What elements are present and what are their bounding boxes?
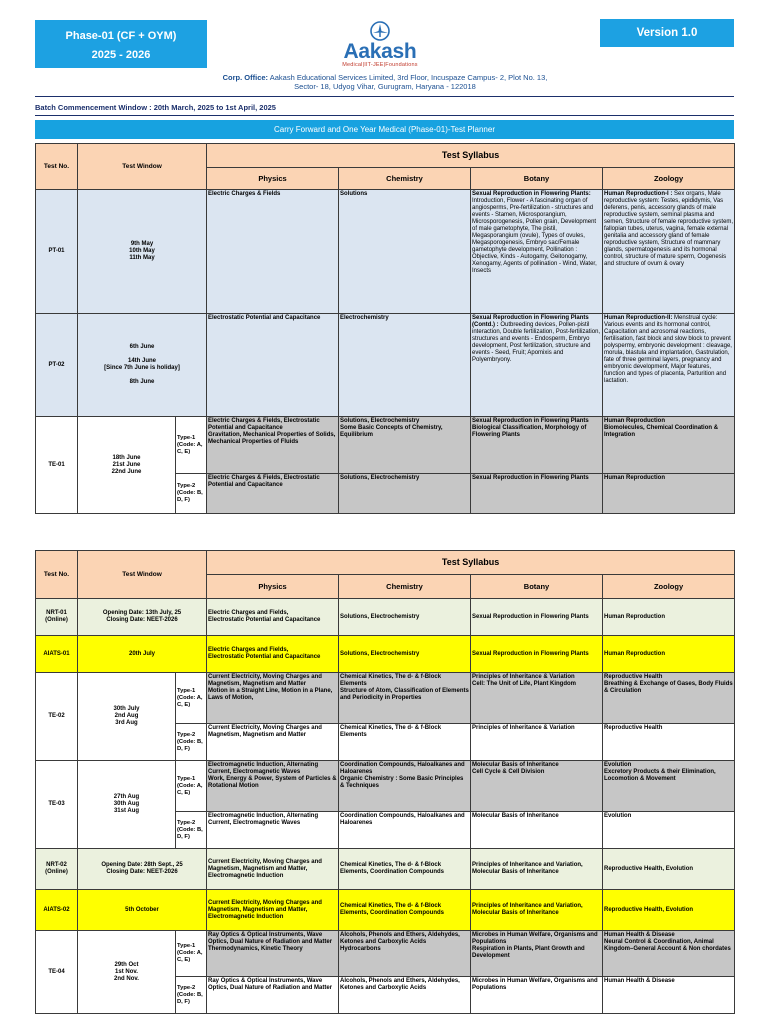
botany-syllabus: Sexual Reproduction in Flowering Plants (Contd.) : Outbreeding devices, Pollen-pistil interaction, Double fertilization, Post-fertilization, structures and events - Endosperm, Embryo development, Post fertilization, structure and events - Seed, Fruit; Apomixis and Polyembryony. (471, 314, 603, 417)
planner-table-2 (35, 550, 735, 1014)
type-2-label: Type-2 (Code: B, D, F) (176, 812, 207, 849)
chemistry-syllabus: Solutions, Electrochemistry (339, 636, 471, 673)
chemistry-syllabus: Chemical Kinetics, The d- & f-Block Elements (339, 724, 471, 761)
type-1-label: Type-1 (Code: A, C, E) (176, 931, 207, 977)
table-row (36, 190, 735, 314)
botany-syllabus: Principles of Inheritance & Variation (471, 724, 603, 761)
test-no: AIATS-01 (36, 636, 78, 673)
planner-banner: Carry Forward and One Year Medical (Phase-01)-Test Planner (35, 120, 734, 139)
botany-syllabus: Microbes in Human Welfare, Organisms and Populations (471, 977, 603, 1014)
chemistry-syllabus: Solutions, Electrochemistry (339, 474, 471, 514)
phase-year: 2025 - 2026 (91, 49, 151, 61)
test-window: Opening Date: 13th July, 25 Closing Date: NEET-2026 (78, 599, 207, 636)
physics-syllabus: Electromagnetic Induction, Alternating Current, Electromagnetic Waves Work, Energy & Power, System of Particles & Rotational Motion (207, 761, 339, 812)
test-no: AIATS-02 (36, 890, 78, 931)
header-chemistry: Chemistry (339, 168, 471, 190)
physics-syllabus: Ray Optics & Optical Instruments, Wave Optics, Dual Nature of Radiation and Matter (207, 977, 339, 1014)
zoology-syllabus: Human Reproduction (603, 599, 735, 636)
zoology-syllabus: Evolution Excretory Products & their Elimination, Locomotion & Movement (603, 761, 735, 812)
zoology-syllabus: Human Reproduction-II: Menstrual cycle: Various events and its hormonal control, Capacitation and acrosomal reactions, fertilisation, fast block and slow block to prevent polyspermy, embryonic development : cleavage, morula, blastula and implantation, Gastrulation, fate of three germinal layers, pregnancy and embryonic development, Major features, function and types of placenta, Parturition and lactation. (603, 314, 735, 417)
test-no: TE-04 (36, 931, 78, 1014)
zoology-syllabus: Human Reproduction (603, 636, 735, 673)
version-badge: Version 1.0 (600, 19, 734, 47)
type-1-label: Type-1 (Code: A, C, E) (176, 673, 207, 724)
botany-syllabus: Principles of Inheritance and Variation, Molecular Basis of Inheritance (471, 890, 603, 931)
test-no: NRT-02 (Online) (36, 849, 78, 890)
physics-syllabus: Current Electricity, Moving Charges and Magnetism, Magnetism and Matter, Electromagnetic Induction (207, 849, 339, 890)
test-window: 5th October (78, 890, 207, 931)
zoology-syllabus: Evolution (603, 812, 735, 849)
header-chemistry: Chemistry (339, 575, 471, 599)
chemistry-syllabus: Chemical Kinetics, The d- & f-Block Elements, Coordination Compounds (339, 849, 471, 890)
phase-box (35, 20, 207, 68)
botany-syllabus: Molecular Basis of Inheritance (471, 812, 603, 849)
header-botany: Botany (471, 575, 603, 599)
type-1-label: Type-1 (Code: A, C, E) (176, 417, 207, 474)
test-window: 27th Aug 30th Aug 31st Aug (78, 761, 176, 849)
test-window: 18th June 21st June 22nd June (78, 417, 176, 514)
botany-syllabus: Sexual Reproduction in Flowering Plants (471, 599, 603, 636)
physics-syllabus: Electric Charges and Fields, Electrostatic Potential and Capacitance (207, 599, 339, 636)
chemistry-syllabus: Alcohols, Phenols and Ethers, Aldehydes, Ketones and Carboxylic Acids Hydrocarbons (339, 931, 471, 977)
header-test-syllabus: Test Syllabus (207, 144, 735, 168)
zoology-syllabus: Human Reproduction (603, 474, 735, 514)
physics-syllabus: Current Electricity, Moving Charges and Magnetism, Magnetism and Matter Motion in a Straight Line, Motion in a Plane, Laws of Motion, (207, 673, 339, 724)
chemistry-syllabus: Alcohols, Phenols and Ethers, Aldehydes, Ketones and Carboxylic Acids (339, 977, 471, 1014)
corp-office-address (160, 73, 610, 91)
botany-syllabus: Principles of Inheritance and Variation, Molecular Basis of Inheritance (471, 849, 603, 890)
planner-table-1 (35, 143, 735, 514)
zoology-syllabus: Reproductive Health, Evolution (603, 849, 735, 890)
header-divider (35, 96, 734, 97)
test-no: TE-03 (36, 761, 78, 849)
botany-syllabus: Sexual Reproduction in Flowering Plants (471, 474, 603, 514)
physics-syllabus: Current Electricity, Moving Charges and Magnetism, Magnetism and Matter (207, 724, 339, 761)
chemistry-syllabus: Coordination Compounds, Haloalkanes and Haloarenes (339, 812, 471, 849)
test-no: NRT-01 (Online) (36, 599, 78, 636)
header-test-no: Test No. (36, 144, 78, 190)
aakash-logo (330, 20, 430, 70)
table-row (36, 599, 735, 636)
office-line-1: Aakash Educational Services Limited, 3rd Floor, Incuspaze Campus- 2, Plot No. 13, (269, 73, 548, 82)
botany-syllabus: Principles of Inheritance & Variation Cell: The Unit of Life, Plant Kingdom (471, 673, 603, 724)
test-window: Opening Date: 28th Sept., 25 Closing Date: NEET-2026 (78, 849, 207, 890)
header-physics: Physics (207, 168, 339, 190)
logo-name: Aakash (343, 40, 417, 63)
botany-syllabus: Molecular Basis of Inheritance Cell Cycle & Cell Division (471, 761, 603, 812)
chemistry-syllabus: Chemical Kinetics, The d- & f-Block Elements Structure of Atom, Classification of Elements and Periodicity in Properties (339, 673, 471, 724)
header-botany: Botany (471, 168, 603, 190)
type-2-label: Type-2 (Code: B, D, F) (176, 474, 207, 514)
zoology-syllabus: Human Reproduction Biomolecules, Chemical Coordination & Integration (603, 417, 735, 474)
test-window: 6th June 14th June [Since 7th June is holiday] 8th June (78, 314, 207, 417)
table-row (36, 931, 735, 977)
chemistry-syllabus: Chemical Kinetics, The d- & f-Block Elements, Coordination Compounds (339, 890, 471, 931)
physics-syllabus: Electric Charges & Fields, Electrostatic Potential and Capacitance Gravitation, Mechanical Properties of Solids, Mechanical Properties of Fluids (207, 417, 339, 474)
aakash-logo-icon (369, 20, 391, 42)
test-window: 29th Oct 1st Nov. 2nd Nov. (78, 931, 176, 1014)
table-row (36, 849, 735, 890)
chemistry-syllabus: Solutions (339, 190, 471, 314)
physics-syllabus: Ray Optics & Optical Instruments, Wave Optics, Dual Nature of Radiation and Matter Thermodynamics, Kinetic Theory (207, 931, 339, 977)
test-window: 20th July (78, 636, 207, 673)
phase-title: Phase-01 (CF + OYM) (65, 30, 177, 42)
physics-syllabus: Electric Charges & Fields, Electrostatic Potential and Capacitance (207, 474, 339, 514)
botany-syllabus: Sexual Reproduction in Flowering Plants Biological Classification, Morphology of Flowering Plants (471, 417, 603, 474)
batch-divider (35, 115, 734, 116)
type-2-label: Type-2 (Code: B, D, F) (176, 977, 207, 1014)
physics-syllabus: Current Electricity, Moving Charges and Magnetism, Magnetism and Matter, Electromagnetic Induction (207, 890, 339, 931)
zoology-syllabus: Reproductive Health Breathing & Exchange of Gases, Body Fluids & Circulation (603, 673, 735, 724)
test-no: PT-02 (36, 314, 78, 417)
header-zoology: Zoology (603, 168, 735, 190)
batch-window: Batch Commencement Window : 20th March, 2025 to 1st April, 2025 (35, 103, 276, 112)
header-test-window: Test Window (78, 144, 207, 190)
header-zoology: Zoology (603, 575, 735, 599)
header-test-window: Test Window (78, 551, 207, 599)
chemistry-syllabus: Coordination Compounds, Haloalkanes and Haloarenes Organic Chemistry : Some Basic Principles & Techniques (339, 761, 471, 812)
header-physics: Physics (207, 575, 339, 599)
header-test-syllabus: Test Syllabus (207, 551, 735, 575)
test-window: 30th July 2nd Aug 3rd Aug (78, 673, 176, 761)
botany-syllabus: Sexual Reproduction in Flowering Plants (471, 636, 603, 673)
zoology-syllabus: Human Health & Disease Neural Control & Coordination, Animal Kingdom–General Account & Non chordates (603, 931, 735, 977)
botany-syllabus: Microbes in Human Welfare, Organisms and Populations Respiration in Plants, Plant Growth and Development (471, 931, 603, 977)
type-1-label: Type-1 (Code: A, C, E) (176, 761, 207, 812)
test-window: 9th May 10th May 11th May (78, 190, 207, 314)
physics-syllabus: Electrostatic Potential and Capacitance (207, 314, 339, 417)
test-no: TE-01 (36, 417, 78, 514)
chemistry-syllabus: Electrochemistry (339, 314, 471, 417)
zoology-syllabus: Reproductive Health, Evolution (603, 890, 735, 931)
botany-syllabus: Sexual Reproduction in Flowering Plants: Introduction, Flower - A fascinating organ of angiosperms, Pre-fertilization - structures and events - Stamen, Microsporangium, Microsporogenesis, Pollen grain, Development of male gametophyte, The pistil, Megasporangium (ovule), Types of ovules, Megasporogenesis, Embryo sac/Female gametophyte development, Pollination : Objective, Kinds - Autogamy, Geitonogamy, Xenogamy, Agents of pollination - Wind, Water, Insects (471, 190, 603, 314)
test-no: PT-01 (36, 190, 78, 314)
zoology-syllabus: Human Reproduction-I : Sex organs, Male reproductive system: Testes, epididymis, Vas deferens, penis, accessory glands of male reproductive system, seminal plasma and semen, Structure of female reproductive system, fallopian tubes, uterus, vagina, female external genitalia and accessory gland of female reproductive system, Structure of mammary glands, spermatogenesis and its hormonal control, structure of mature sperm, Oogenesis and structure of ovum & ovary (603, 190, 735, 314)
office-line-2: Sector- 18, Udyog Vihar, Gurugram, Haryana - 122018 (294, 82, 476, 91)
chemistry-syllabus: Solutions, Electrochemistry (339, 599, 471, 636)
test-no: TE-02 (36, 673, 78, 761)
chemistry-syllabus: Solutions, Electrochemistry Some Basic Concepts of Chemistry, Equilibrium (339, 417, 471, 474)
physics-syllabus: Electromagnetic Induction, Alternating Current, Electromagnetic Waves (207, 812, 339, 849)
physics-syllabus: Electric Charges & Fields (207, 190, 339, 314)
table-row (36, 636, 735, 673)
logo-tagline: Medical|IIT-JEE|Foundations (342, 62, 418, 68)
zoology-syllabus: Reproductive Health (603, 724, 735, 761)
table-row (36, 417, 735, 474)
office-label: Corp. Office: (222, 73, 269, 82)
header-test-no: Test No. (36, 551, 78, 599)
table-row (36, 761, 735, 812)
table-row (36, 314, 735, 417)
table-row (36, 890, 735, 931)
physics-syllabus: Electric Charges and Fields, Electrostatic Potential and Capacitance (207, 636, 339, 673)
type-2-label: Type-2 (Code: B, D, F) (176, 724, 207, 761)
zoology-syllabus: Human Health & Disease (603, 977, 735, 1014)
table-row (36, 673, 735, 724)
